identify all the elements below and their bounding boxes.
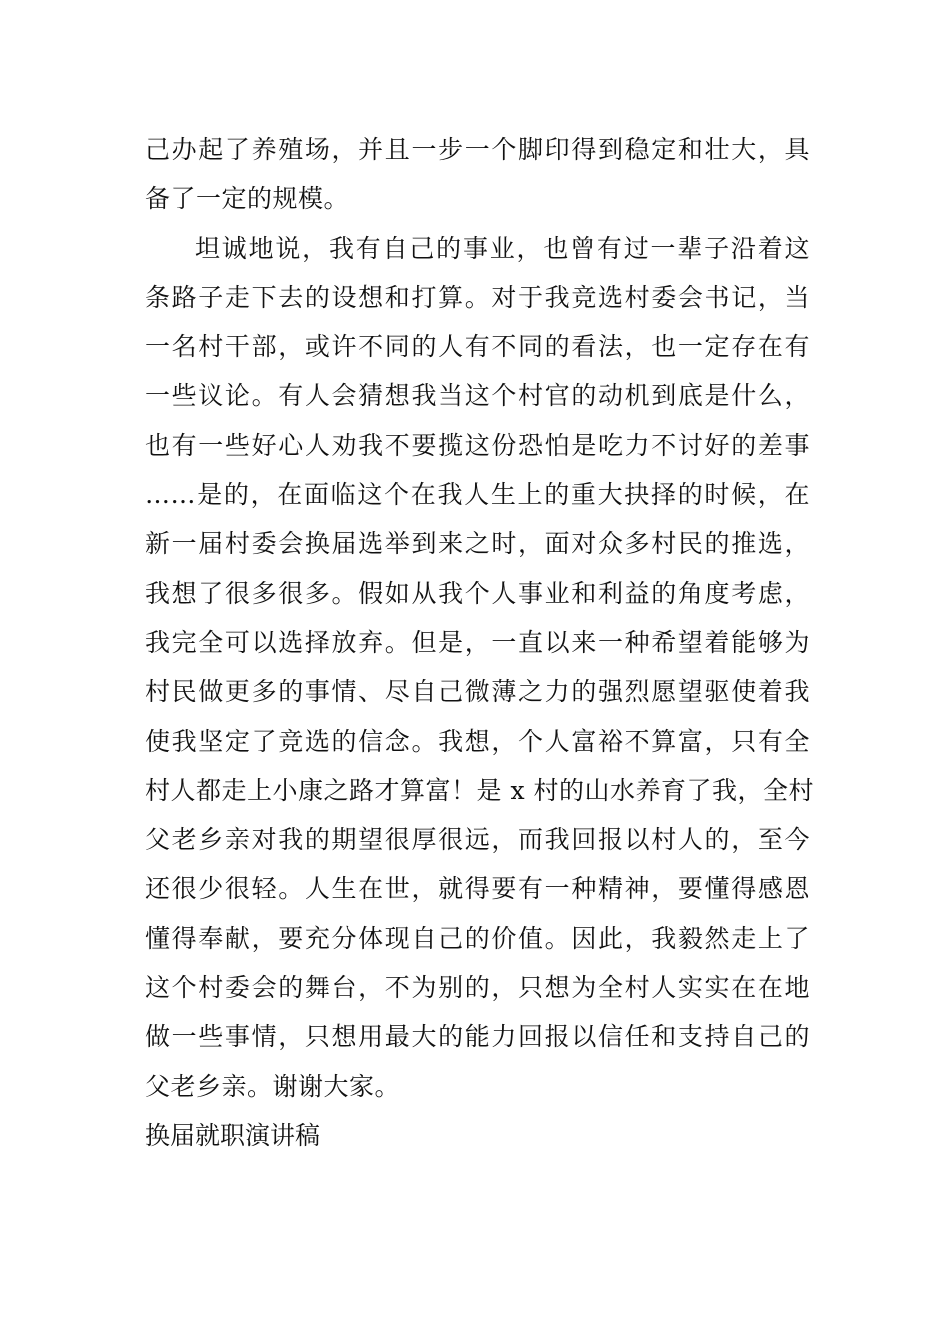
text-line: 使我坚定了竞选的信念。我想，个人富裕不算富，只有全: [145, 726, 810, 756]
text-line: 还很少很轻。人生在世，就得要有一种精神，要懂得感恩: [145, 874, 810, 904]
text-line: 一些议论。有人会猜想我当这个村官的动机到底是什么，: [145, 381, 810, 411]
text-line: 己办起了养殖场，并且一步一个脚印得到稳定和壮大，具: [145, 135, 810, 164]
text-line: 懂得奉献，要充分体现自己的价值。因此，我毅然走上了: [145, 923, 810, 953]
speech-body: [145, 125, 814, 1160]
text-line: 这个村委会的舞台，不为别的，只想为全村人实实在在地: [145, 973, 810, 1003]
text-line: 父老乡亲对我的期望很厚很远，而我回报以村人的，至今: [145, 825, 810, 855]
text-line: 备了一定的规模。: [145, 184, 350, 214]
text-line: 村人都走上小康之路才算富！是 x 村的山水养育了我，全村: [145, 775, 814, 805]
text-line: 条路子走下去的设想和打算。对于我竞选村委会书记，当: [145, 282, 810, 312]
text-line: 我想了很多很多。假如从我个人事业和利益的角度考虑，: [145, 578, 810, 608]
text-line: 我完全可以选择放弃。但是，一直以来一种希望着能够为: [145, 627, 810, 657]
text-line: ……是的，在面临这个在我人生上的重大抉择的时候，在: [145, 480, 810, 510]
text-line: 新一届村委会换届选举到来之时，面对众多村民的推选，: [145, 529, 810, 559]
next-section-title: 换届就职演讲稿: [145, 1120, 321, 1150]
text-line-paragraph-start: 坦诚地说，我有自己的事业，也曾有过一辈子沿着这: [195, 233, 810, 263]
text-line: 一名村干部，或许不同的人有不同的看法，也一定存在有: [145, 332, 810, 362]
text-line: 也有一些好心人劝我不要揽这份恐怕是吃力不讨好的差事: [145, 430, 810, 460]
text-line: 村民做更多的事情、尽自己微薄之力的强烈愿望驱使着我: [145, 677, 810, 707]
text-line: 做一些事情，只想用最大的能力回报以信任和支持自己的: [145, 1022, 810, 1052]
text-line: 父老乡亲。谢谢大家。: [145, 1071, 401, 1101]
